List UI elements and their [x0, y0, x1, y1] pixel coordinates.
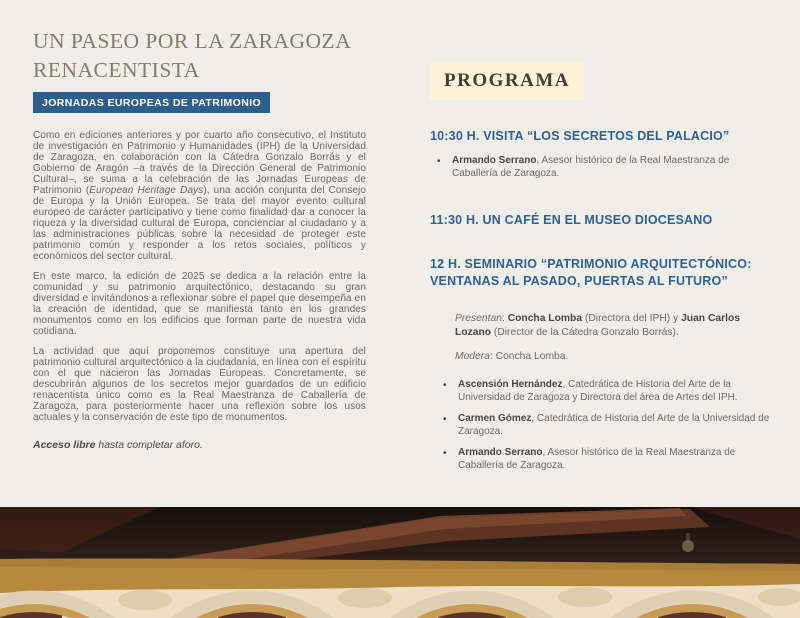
presenter-role: (Director de la Cátedra Gonzalo Borrás).	[491, 326, 679, 338]
intro-paragraph-2: En este marco, la edición de 2025 se dedica a la relación entre la comunidad y su patrimonio arquitectónico, destacando su gran diversidad e invitándonos a reflexionar sobre el papel que desempeña en la creación de identidad, que se manifiesta tanto en los grandes monumentos como en los edificios que forman parte de nuestra vida cotidiana.	[33, 271, 366, 337]
courtyard-photo-graphic	[0, 507, 800, 618]
seminar-speaker-list	[443, 378, 772, 472]
speaker-name: Carmen Gómez	[458, 412, 532, 424]
paragraph-text: ), una acción conjunta del Consejo de Europa y la Unión Europea. Se trata del mayor evento cultural europeo de carácter participativo y tiene como finalidad dar a conocer la riqueza y la diversidad cultural de Europa, concienciar al ciudadano y a las administraciones públicas sobre la necesidad de proteger este patrimonio común y responder a los retos sociales, políticos y económicos del sector cultural.	[33, 185, 366, 262]
intro-paragraph-3: La actividad que aquí proponemos constituye una apertura del patrimonio cultural arquitectónico a la ciudadanía, en línea con el espíritu con el que nacieron las Jornadas Europeas. Concretamente, se descubrirán algunos de los secretos mejor guardados de un edificio renacentista único como es la Real Maestranza de Caballería de Zaragoza, para posteriormente hacer una reflexión sobre los usos actuales y la conservación de este tipo de monumentos.	[33, 346, 366, 423]
access-note-bold: Acceso libre	[33, 439, 96, 451]
speaker-desc: , Asesor histórico de la Real Maestranza de Caballería de Zaragoza.	[452, 155, 730, 179]
heritage-days-badge: JORNADAS EUROPEAS DE PATRIMONIO	[33, 92, 270, 113]
presenter-name: Concha Lomba	[507, 313, 583, 324]
moderator-name: : Concha Lomba.	[489, 351, 569, 362]
italic-phrase: European Heritage Days	[89, 185, 204, 196]
intro-paragraph-1	[33, 130, 366, 262]
presenter-role: (Directora del IPH) y	[582, 313, 682, 324]
speaker-name: Armando Serrano	[452, 155, 537, 166]
access-note-rest: hasta completar aforo.	[95, 439, 203, 451]
list-item	[443, 378, 772, 404]
speaker-name: Ascensión Hernández	[458, 378, 563, 390]
visita-speaker-list	[437, 154, 772, 180]
presenters-colon: :	[501, 313, 508, 324]
list-item	[443, 412, 772, 438]
program-item-visita-title: 10:30 H. VISITA “LOS SECRETOS DEL PALACIO”	[430, 129, 730, 143]
access-note	[33, 439, 366, 451]
presenters-line	[455, 312, 761, 339]
speaker-name: Armando Serrano	[458, 446, 543, 458]
program-section	[430, 62, 772, 480]
program-item-cafe-title: 11:30 H. UN CAFÉ EN EL MUSEO DIOCESANO	[430, 213, 713, 227]
intro-text	[33, 130, 366, 423]
moderator-label: Modera	[455, 351, 490, 362]
speaker-desc: , Asesor histórico de la Real Maestranza de Caballería de Zaragoza.	[458, 446, 736, 471]
intro-section	[33, 27, 366, 462]
speaker-desc: , Catedrática de Historia del Arte de la Universidad de Zaragoza.	[458, 412, 770, 437]
paragraph-text: Como en ediciones anteriores y por cuarto año consecutivo, el Instituto de investigación en Patrimonio y Humanidades (IPH) de la Universidad de Zaragoza, en colaboración con la Cátedra Gonzalo Borrás y el Gobierno de Aragón –a través de la Dirección General de Patrimonio Cultural–, se suma a la celebración de las Jornadas Europeas de Patrimonio (	[33, 130, 366, 196]
presenters-label: Presentan	[455, 313, 502, 324]
courtyard-photo	[0, 507, 800, 618]
program-item-seminario-title: 12 H. SEMINARIO “PATRIMONIO ARQUITECTÓNICO: VENTANAS AL PASADO, PUERTAS AL FUTURO”	[430, 257, 752, 288]
moderator-line	[455, 350, 772, 364]
speaker-desc: , Catedrática de Historia del Arte de la Universidad de Zaragoza y Directora del área de Artes del IPH.	[458, 378, 738, 403]
list-item	[437, 154, 772, 180]
program-heading: PROGRAMA	[430, 62, 584, 100]
presenter-name: Juan Carlos Lozano	[455, 313, 741, 338]
list-item	[443, 446, 772, 472]
page-title: UN PASEO POR LA ZARAGOZA RENACENTISTA	[33, 29, 351, 82]
